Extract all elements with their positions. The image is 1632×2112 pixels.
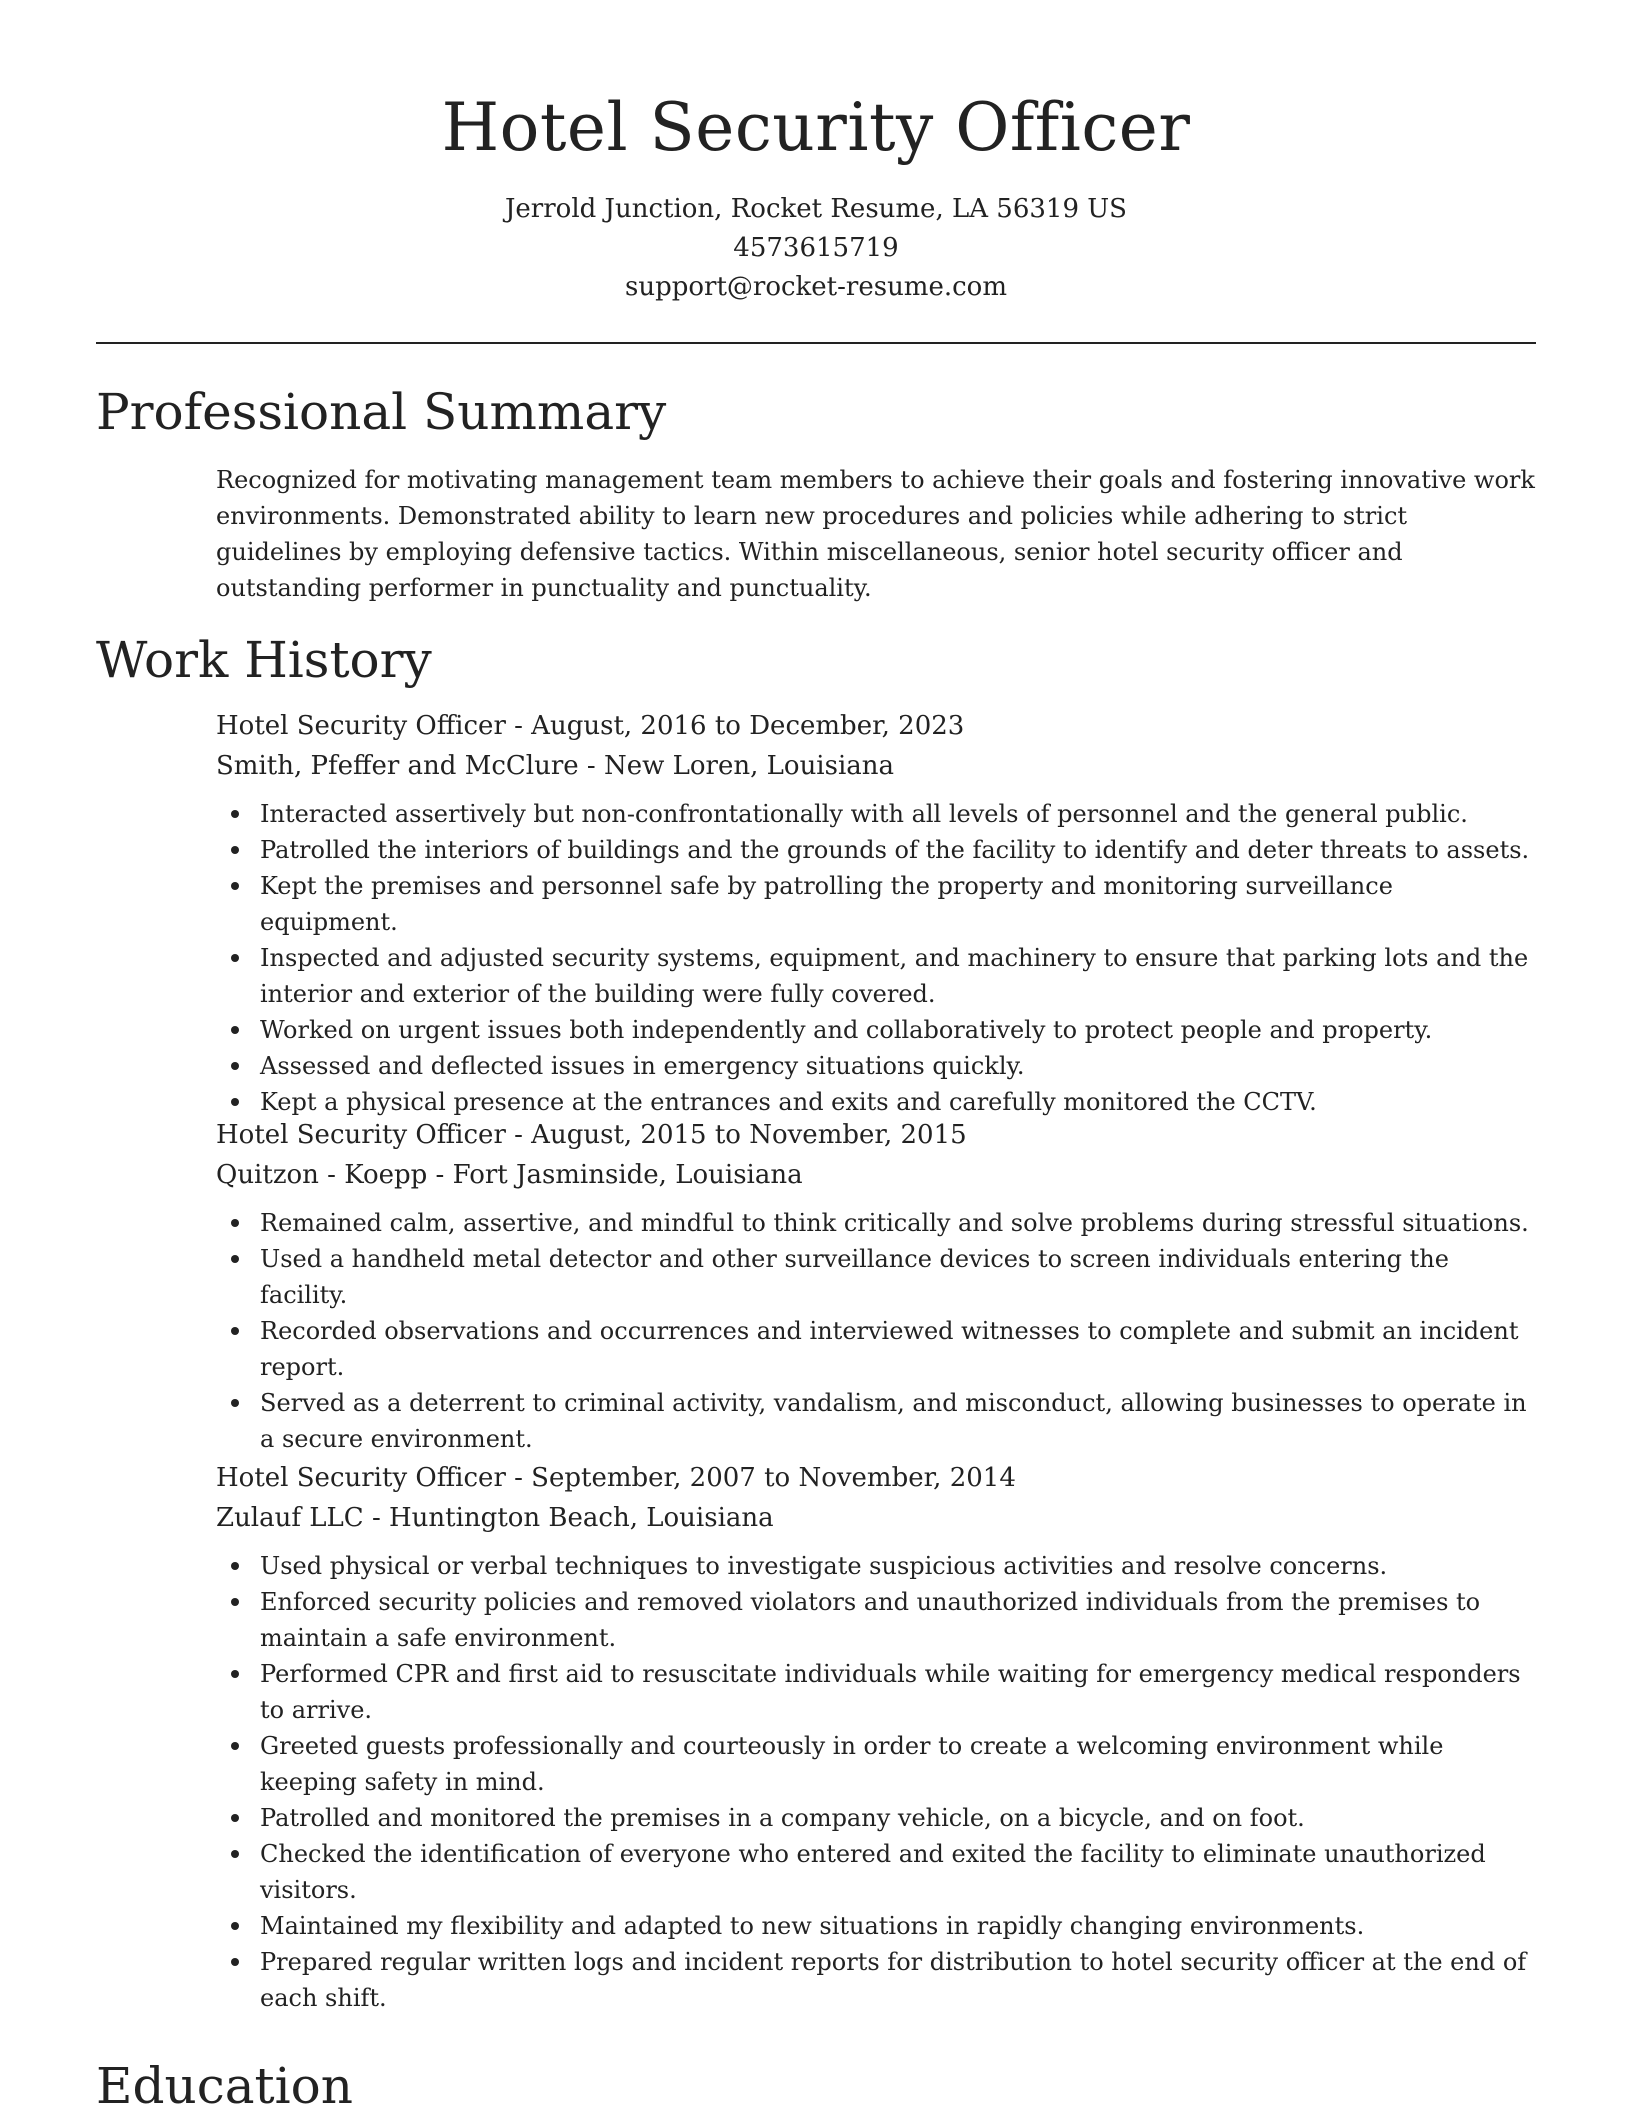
job-entry xyxy=(216,706,1536,1120)
list-item: Assessed and deflected issues in emergency situations quickly. xyxy=(216,1048,1536,1084)
list-item: Patrolled the interiors of buildings and the grounds of the facility to identify and deter threats to assets. xyxy=(216,832,1536,868)
list-item: Maintained my flexibility and adapted to new situations in rapidly changing environments. xyxy=(216,1908,1536,1944)
list-item: Kept a physical presence at the entrances and exits and carefully monitored the CCTV. xyxy=(216,1084,1536,1120)
list-item: Interacted assertively but non-confrontationally with all levels of personnel and the general public. xyxy=(216,796,1536,832)
list-item: Prepared regular written logs and incident reports for distribution to hotel security officer at the end of each shift. xyxy=(216,1944,1536,2016)
job-bullets xyxy=(216,1205,1536,1457)
header-divider xyxy=(96,342,1536,344)
email: support@rocket-resume.com xyxy=(624,272,1007,302)
list-item: Used physical or verbal techniques to investigate suspicious activities and resolve concerns. xyxy=(216,1548,1536,1584)
list-item: Patrolled and monitored the premises in a company vehicle, on a bicycle, and on foot. xyxy=(216,1800,1536,1836)
section-title-summary: Professional Summary xyxy=(96,383,667,441)
job-title-line: Hotel Security Officer - August, 2016 to December, 2023 xyxy=(216,711,965,741)
list-item: Greeted guests professionally and courteously in order to create a welcoming environment while keeping safety in mind. xyxy=(216,1728,1536,1800)
job-bullets xyxy=(216,1548,1536,2016)
job-company-line: Smith, Pfeffer and McClure - New Loren, Louisiana xyxy=(216,751,895,781)
job-entry xyxy=(216,1115,1536,1457)
list-item: Checked the identification of everyone who entered and exited the facility to eliminate unauthorized visitors. xyxy=(216,1836,1536,1908)
list-item: Recorded observations and occurrences and interviewed witnesses to complete and submit an incident report. xyxy=(216,1313,1536,1385)
section-title-work-history: Work History xyxy=(96,631,432,689)
job-bullets xyxy=(216,796,1536,1120)
resume-header xyxy=(0,0,1632,307)
section-title-education: Education xyxy=(96,2057,353,2112)
list-item: Served as a deterrent to criminal activity, vandalism, and misconduct, allowing businesses to operate in a secure environment. xyxy=(216,1385,1536,1457)
list-item: Remained calm, assertive, and mindful to think critically and solve problems during stressful situations. xyxy=(216,1205,1536,1241)
list-item: Kept the premises and personnel safe by patrolling the property and monitoring surveillance equipment. xyxy=(216,868,1536,940)
job-entry xyxy=(216,1458,1536,2016)
job-company-line: Zulauf LLC - Huntington Beach, Louisiana xyxy=(216,1503,774,1533)
candidate-name: Hotel Security Officer xyxy=(441,89,1191,166)
phone: 4573615719 xyxy=(733,233,899,263)
job-title-line: Hotel Security Officer - August, 2015 to November, 2015 xyxy=(216,1120,967,1150)
job-company-line: Quitzon - Koepp - Fort Jasminside, Louisiana xyxy=(216,1160,803,1190)
address: Jerrold Junction, Rocket Resume, LA 56319 US xyxy=(505,194,1127,224)
list-item: Inspected and adjusted security systems, equipment, and machinery to ensure that parking lots and the interior and exterior of the building were fully covered. xyxy=(216,940,1536,1012)
list-item: Enforced security policies and removed violators and unauthorized individuals from the premises to maintain a safe environment. xyxy=(216,1584,1536,1656)
list-item: Used a handheld metal detector and other surveillance devices to screen individuals entering the facility. xyxy=(216,1241,1536,1313)
summary-text: Recognized for motivating management team members to achieve their goals and fostering innovative work environments. Demonstrated ability to learn new procedures and policies while adhering to strict guidelines by employing defensive tactics. Within miscellaneous, senior hotel security officer and outstanding performer in punctuality and punctuality. xyxy=(216,466,1535,602)
list-item: Worked on urgent issues both independently and collaboratively to protect people and property. xyxy=(216,1012,1536,1048)
job-title-line: Hotel Security Officer - September, 2007 to November, 2014 xyxy=(216,1463,1016,1493)
list-item: Performed CPR and first aid to resuscitate individuals while waiting for emergency medical responders to arrive. xyxy=(216,1656,1536,1728)
contact-info xyxy=(0,190,1632,307)
